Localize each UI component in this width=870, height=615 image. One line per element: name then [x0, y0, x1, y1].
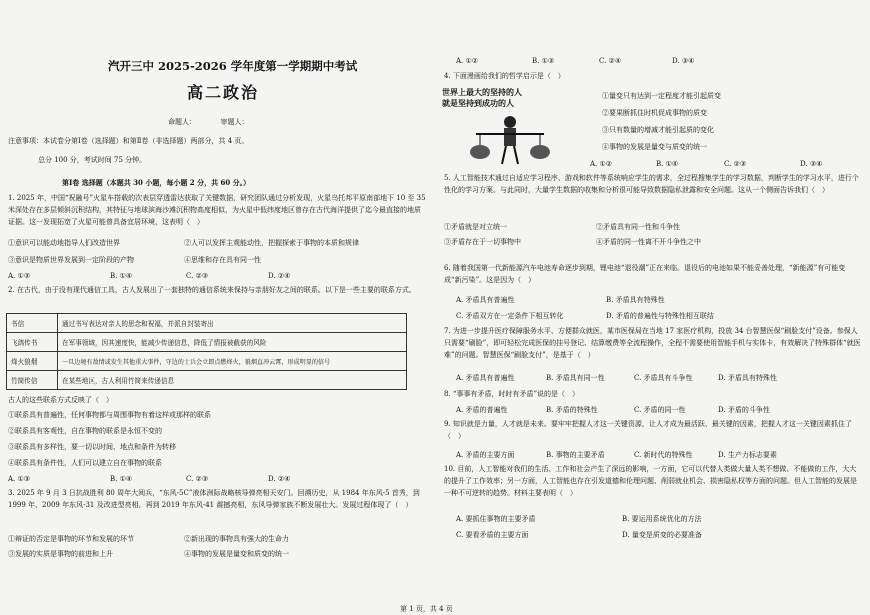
q4-option-3: ③只有数量的增减才能引起质的变化 — [602, 126, 714, 134]
authors-line: 命题人： 审题人： — [168, 118, 249, 126]
q4-choice-c: C. ②③ — [724, 160, 747, 168]
q3-choice-d: D. ③④ — [672, 57, 695, 65]
q1-choice-b: B. ①④ — [110, 272, 133, 280]
q6-choice-d: D. 矛盾的普遍性与特殊性相互联结 — [606, 312, 714, 320]
q2-choice-d: D. ②④ — [268, 475, 291, 483]
q2-option-3: ③联系具有多样性，要一切以时间、地点和条件为转移 — [8, 443, 176, 451]
q5-option-1: ①矛盾就是对立统一 — [444, 223, 507, 231]
table-cell-key: 飞鸽传书 — [7, 333, 58, 352]
table-cell-key: 竹简传信 — [7, 371, 58, 390]
table-cell-value: 在军事领域，因其速度快，能减少传递信息，降低了情报被截获的风险 — [58, 333, 407, 352]
q9-choice-c: C. 新时代的特殊性 — [634, 451, 693, 459]
q9-choice-a: A. 矛盾的主要方面 — [456, 451, 515, 459]
notice-line-1: 注意事项：本试卷分第Ⅰ卷（选择题）和第Ⅱ卷（非选择题）两部分，共 4 页。 — [8, 137, 249, 145]
q10-choice-b: B. 要运用系统优化的方法 — [622, 515, 702, 523]
q9-stem: 9. 知识就是力量，人才就是未来。要牢牢把握人才这一关键资源，让人才成为最活跃、最关键的因素，把握人才这一关键因素抓住了（ ） — [444, 420, 852, 440]
cartoon-caption-2: 就是坚持到成功的人 — [442, 98, 514, 108]
q2-choice-b: B. ①④ — [110, 475, 133, 483]
subject-title: 高二政治 — [187, 83, 260, 102]
table-cell-value: 通过书写表达对亲人的思念和祝福，并派自封装寄出 — [58, 314, 407, 333]
q1-choice-c: C. ②③ — [186, 272, 209, 280]
table-row — [7, 371, 407, 390]
q6-choice-c: C. 矛盾双方在一定条件下相互转化 — [456, 312, 564, 320]
q8-stem: 8. “事事有矛盾，时时有矛盾”说的是（ ） — [444, 390, 580, 398]
q5-option-2: ②矛盾具有同一性和斗争性 — [596, 223, 680, 231]
q3-choice-c: C. ②④ — [599, 57, 622, 65]
q3-stem: 3. 2025 年 9 月 3 日抗战胜利 80 周年大阅兵，“东风-5C”液体洲际战略核导弹亮相天安门。回溯历史，从 1984 年东风-5 首秀，到 1999 年、2009 年东风-31 及改进型亮相，再到 2019 年东风-41 震撼亮相，东风导弹家族不断发展壮大。发展过程体现了（ ） — [8, 489, 420, 509]
q10-stem: 10. 目前，人工智能对我们的生活、工作和社会产生了深远的影响，一方面，它可以代替人类做大量人类不想做、不能做的工作，大大的提升了工作效率；另一方面，人工智能也存在引发道德和伦理问题、削弱就业机会、损害隐私权等方面的问题。但人工智能的发展是一种不可逆转的趋势。材料主要表明（ ） — [444, 465, 857, 497]
table-row — [7, 333, 407, 352]
q3-choice-b: B. ①③ — [532, 57, 555, 65]
table-row — [7, 352, 407, 371]
q1-stem: 1. 2025 年，中国“祝融号”火星车搭载的次表层穿透雷达获取了关键数据，研究团队通过分析发现，火星乌托邦平原南部地下 10 至 35 米深处存在多层倾斜沉积结构，其特征与地球滨海沙滩沉积物高度相似，为火星中低纬度地区曾存在古代海洋提供了迄今最直接的地质证据。这一发现拓宽了火星可能曾具备宜居环境，这表明（ ） — [8, 194, 426, 226]
table-cell-value: 一旦边境有敌情或发生其他重大事件，守边的士兵会立即点燃烽火，狼烟直冲云霄，形成明显的信号 — [58, 352, 407, 371]
q3-choice-a: A. ①② — [456, 57, 479, 65]
q9-choice-d: D. 生产力标志要素 — [718, 451, 777, 459]
q1-option-4: ④思维和存在具有同一性 — [184, 256, 261, 264]
q7-stem: 7. 为进一步提升医疗保障服务水平、方便群众就医，某市医保局在当地 17 家医疗机构，投放 34 台智慧医保“刷脸支付”设备。参保人只需要“刷脸”，即可轻松完成医保的挂号登记、结算缴费等全流程操作，全程不需要使用智能手机与实体卡，有效解决了特殊群体“就医难”的问题。智慧医保“刷脸支付”，是基于（ ） — [444, 327, 861, 359]
q2-table — [6, 313, 407, 390]
q1-option-1: ①意识可以能动地指导人们改造世界 — [8, 239, 120, 247]
exam-title: 汽开三中 2025-2026 学年度第一学期期中考试 — [108, 59, 358, 73]
q3-option-4: ④事物的发展是量变和质变的统一 — [184, 550, 289, 558]
q3-option-3: ③发展的实质是事物的前进和上升 — [8, 550, 113, 558]
q8-choice-a: A. 矛盾的普遍性 — [456, 406, 508, 414]
q1-option-3: ③意识是物质世界发展到一定阶段的产物 — [8, 256, 134, 264]
q1-choice-d: D. ②④ — [268, 272, 291, 280]
q4-option-1: ①量变只有达到一定程度才能引起质变 — [602, 92, 721, 100]
table-cell-key: 书信 — [7, 314, 58, 333]
q7-choice-a: A. 矛盾具有普遍性 — [456, 374, 515, 382]
q2-stem: 2. 在古代，由于没有现代通信工具，古人发展出了一套独特的通信系统来保持与亲朋好友之间的联系。以下是一些主要的联系方式。 — [8, 286, 416, 294]
q8-choice-d: D. 矛盾的斗争性 — [718, 406, 770, 414]
cartoon-caption-1: 世界上最大的坚持的人 — [442, 87, 522, 97]
q2-choice-a: A. ①③ — [8, 475, 31, 483]
q5-stem: 5. 人工智能技术通过自适应学习程序、游戏和软件等系统响应学生的需求，全过程搜集学生的学习数据，判断学生的学习水平，进行个性化的学习方案。与此同时，大量学生数据的收集和分析很可能导致数据隐私泄露和安全问题。这从一个侧面告诉我们（ ） — [444, 174, 859, 194]
q2-option-4: ④联系具有条件性，人们可以建立自在事物的联系 — [8, 459, 162, 467]
cartoon-drawing — [436, 84, 584, 172]
q4-choice-b: B. ①④ — [656, 160, 679, 168]
q3-option-2: ②新出现的事物具有强大的生命力 — [184, 535, 289, 543]
q2-option-2: ②联系具有客观性，自在事物的联系是永恒不变的 — [8, 427, 162, 435]
table-cell-key: 烽火狼烟 — [7, 352, 58, 371]
q4-stem: 4. 下面漫画给我们的哲学启示是（ ） — [444, 72, 565, 80]
q6-choice-b: B. 矛盾具有特殊性 — [606, 296, 665, 304]
q9-choice-b: B. 事物的主要矛盾 — [546, 451, 605, 459]
q6-choice-a: A. 矛盾具有普遍性 — [456, 296, 515, 304]
q7-choice-d: D. 矛盾具有特殊性 — [718, 374, 777, 382]
q7-choice-b: B. 矛盾具有同一性 — [546, 374, 605, 382]
q2-choice-c: C. ②③ — [186, 475, 209, 483]
q5-option-3: ③矛盾存在于一切事物中 — [444, 238, 521, 246]
q10-choice-d: D. 量变是质变的必要准备 — [622, 531, 702, 539]
q7-choice-c: C. 矛盾具有斗争性 — [634, 374, 693, 382]
q4-choice-a: A. ①② — [590, 160, 613, 168]
notice-line-2: 总分 100 分，考试时间 75 分钟。 — [38, 156, 147, 164]
q5-option-4: ④矛盾的同一性离不开斗争性之中 — [596, 238, 701, 246]
section-heading: 第Ⅰ卷 选择题（本题共 30 小题，每小题 2 分，共 60 分。） — [62, 178, 251, 187]
q10-choice-c: C. 要看矛盾的主要方面 — [456, 531, 529, 539]
q4-option-2: ②要果断抓住时机促成事物的质变 — [602, 109, 707, 117]
q8-choice-c: C. 矛盾的同一性 — [634, 406, 686, 414]
q4-option-4: ④事物的发展是量变与质变的统一 — [602, 143, 707, 151]
q10-choice-a: A. 要抓住事物的主要矛盾 — [456, 515, 536, 523]
table-row — [7, 314, 407, 333]
q2-option-1: ①联系具有普遍性，任何事物都与周围事物有着这样或那样的联系 — [8, 411, 211, 419]
page-footer: 第 1 页，共 4 页 — [400, 605, 453, 613]
q8-choice-b: B. 矛盾的特殊性 — [546, 406, 598, 414]
q1-choice-a: A. ①③ — [8, 272, 31, 280]
q4-choice-d: D. ③④ — [800, 160, 823, 168]
q1-option-2: ②人可以发挥主观能动性，把握探索于事物的本质和规律 — [184, 239, 359, 247]
q3-option-1: ①辩证的否定是事物的环节和发展的环节 — [8, 535, 134, 543]
q2-ask: 古人的这些联系方式反映了（ ） — [8, 396, 113, 404]
q4-cartoon — [436, 84, 584, 172]
q6-stem: 6. 随着我国第一代新能源汽车电池寿命逐步到期，锂电池“退役潮”正在来临。退役后的电池如果不能妥善处理，“新能源”有可能变成“新污染”。这是因为（ ） — [444, 264, 846, 284]
table-cell-value: 在某些地区，古人利用竹简来传递信息 — [58, 371, 407, 390]
